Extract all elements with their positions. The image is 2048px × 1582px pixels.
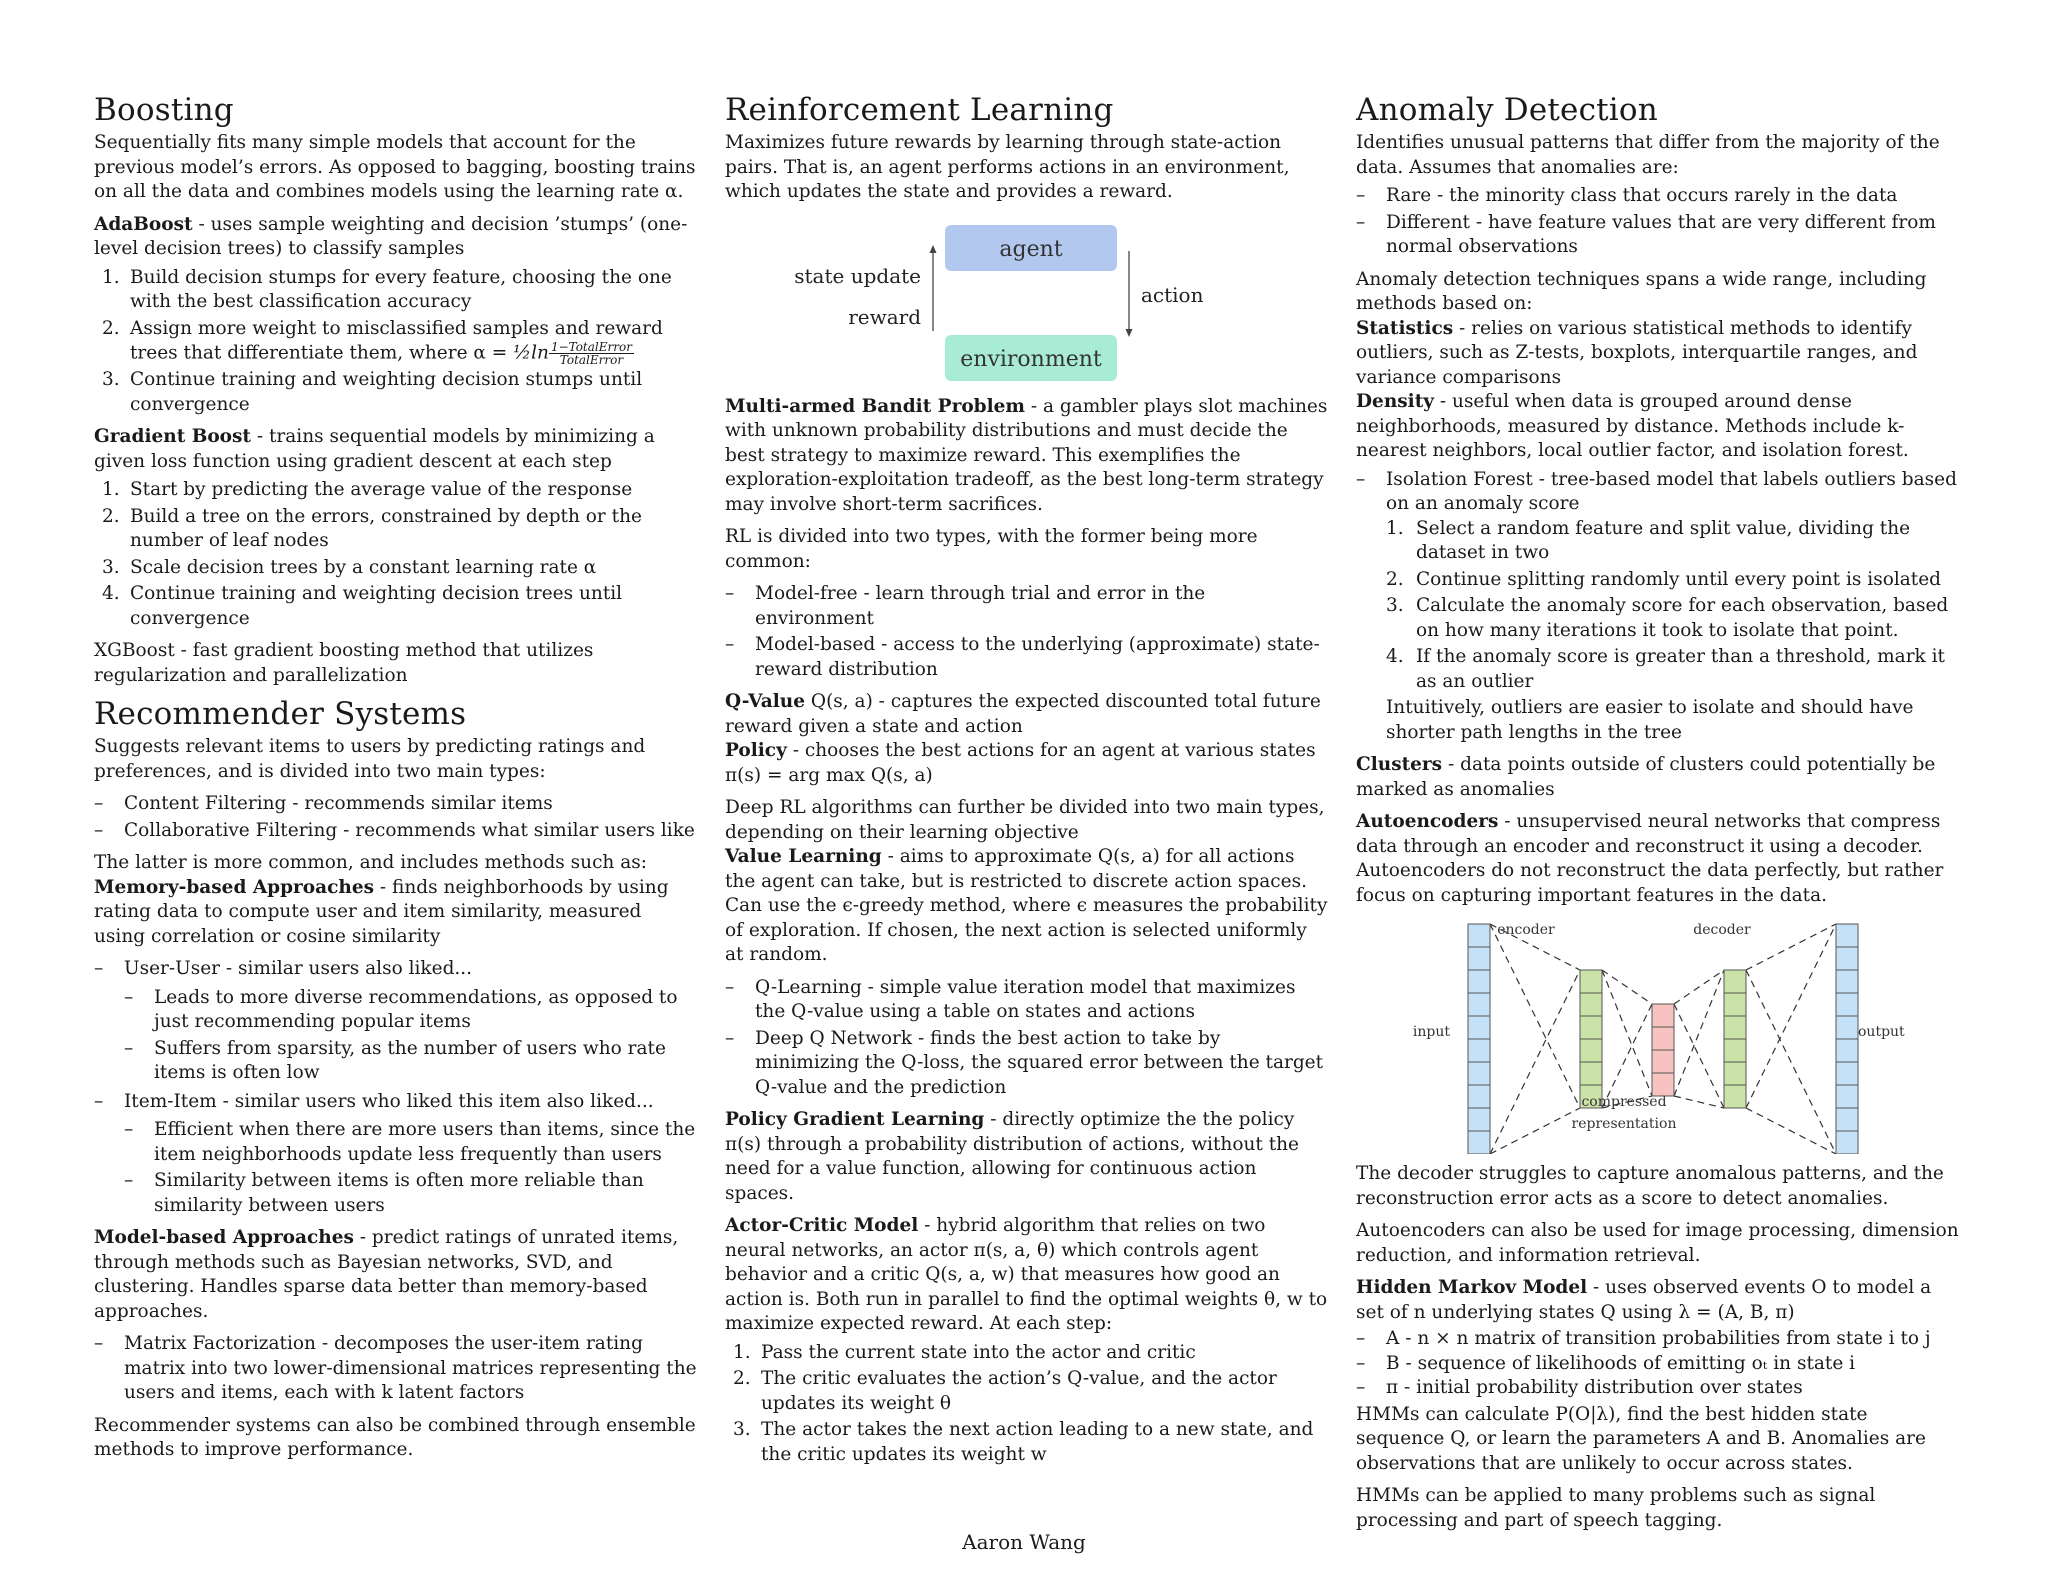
neuron-cell bbox=[1652, 1027, 1674, 1050]
stats-desc: - relies on various statistical methods to identify outliers, such as Z-tests, boxplots, interquartile ranges, and variance comparisons bbox=[1356, 317, 1918, 388]
pg-term: Policy Gradient Learning bbox=[725, 1109, 985, 1130]
environment-label: environment bbox=[960, 346, 1102, 372]
compressed-label: compressed bbox=[1581, 1094, 1667, 1110]
rl-types-intro: RL is divided into two types, with the former being more common: bbox=[725, 526, 1258, 572]
output-label: output bbox=[1858, 1024, 1905, 1040]
list-item: 3. The actor takes the next action leading to a new state, and the critic updates its weight w bbox=[733, 1419, 1314, 1465]
model-paragraph bbox=[94, 1226, 698, 1324]
list-item: 2. The critic evaluates the action’s Q-value, and the actor updates its weight θ bbox=[733, 1368, 1277, 1414]
hmm-matrix-b: B - sequence of likelihoods of emitting oₜ in state i bbox=[1386, 1352, 1856, 1374]
neuron-cell bbox=[1836, 1039, 1858, 1062]
connection-line bbox=[1490, 970, 1580, 1154]
user-user-point-1: Leads to more diverse recommendations, as opposed to just recommending popular items bbox=[154, 986, 678, 1032]
bandit-desc: - a gambler plays slot machines with unknown probability distributions and must decide the best strategy to maximize reward. This exemplifies the exploration-exploitation tradeoff, as the best long-term strategy may involve short-term sacrifices. bbox=[725, 395, 1328, 515]
neuron-cell bbox=[1468, 1108, 1490, 1131]
action-label: action bbox=[1141, 282, 1204, 307]
action-arrowhead bbox=[1126, 329, 1133, 337]
ac-term: Actor-Critic Model bbox=[725, 1215, 919, 1236]
qvalue-term: Q-Value bbox=[725, 691, 806, 712]
user-user: User-User - similar users also liked... bbox=[124, 958, 473, 979]
adaboost-paragraph bbox=[94, 213, 698, 262]
neuron-cell bbox=[1724, 1062, 1746, 1085]
assumption-rare: Rare - the minority class that occurs rarely in the data bbox=[1386, 185, 1898, 206]
connection-line bbox=[1602, 970, 1652, 1004]
autoencoder-diagram bbox=[1396, 914, 1916, 1154]
reward-label: reward bbox=[848, 304, 921, 329]
policy-paragraph bbox=[725, 739, 1329, 788]
representation-label: representation bbox=[1571, 1116, 1677, 1132]
hmm-calc: HMMs can calculate P(O|λ), find the best hidden state sequence Q, or learn the parameters A and B. Anomalies are observations that are unlikely to occur across states. bbox=[1356, 1403, 1926, 1474]
list-item: 1. Pass the current state into the actor and critic bbox=[733, 1341, 1196, 1363]
hmm-components bbox=[1356, 1327, 1960, 1401]
neuron-cell bbox=[1836, 947, 1858, 970]
memory-desc: - finds neighborhoods by using rating data to compute user and item similarity, measured using correlation or cosine similarity bbox=[94, 876, 669, 947]
neuron-cell bbox=[1468, 1062, 1490, 1085]
state-update-label: state update bbox=[794, 263, 921, 288]
connection-line bbox=[1674, 1004, 1724, 1108]
model-based: Model-based - access to the underlying (approximate) state-reward distribution bbox=[755, 634, 1320, 680]
list-item: – Item-Item - similar users who liked this item also liked... – Efficient when there are more users than items, since the item neighborhoods update less frequently than users – Similarity between items is often more reliable than similarity between users bbox=[94, 1090, 698, 1219]
list-item: – Efficient when there are more users than items, since the item neighborhoods update less frequently than users bbox=[124, 1119, 696, 1165]
iforest-step-1: Select a random feature and split value, dividing the dataset in two bbox=[1416, 517, 1911, 563]
neuron-cell bbox=[1836, 924, 1858, 947]
neuron-cell bbox=[1652, 1073, 1674, 1096]
gradient-steps bbox=[94, 478, 698, 631]
decoder-label: decoder bbox=[1693, 922, 1751, 938]
neuron-cell bbox=[1468, 1016, 1490, 1039]
stats-term: Statistics bbox=[1356, 317, 1454, 339]
column-2 bbox=[725, 92, 1329, 1475]
adaboost-term: AdaBoost bbox=[94, 213, 193, 235]
value-paragraph bbox=[725, 845, 1329, 968]
density-desc: - useful when data is grouped around dense neighborhoods, measured by distance. Methods include k-nearest neighbors, local outlier factor, and isolation forest. bbox=[1356, 391, 1909, 461]
item-item-point-1: Efficient when there are more users than items, since the item neighborhoods update less frequently than users bbox=[154, 1119, 696, 1165]
assumption-different: Different - have feature values that are very different from normal observations bbox=[1386, 211, 1936, 257]
list-item: 1. Select a random feature and split value, dividing the dataset in two bbox=[1386, 517, 1911, 563]
deep-rl-intro: Deep RL algorithms can further be divided into two main types, depending on their learning objective bbox=[725, 797, 1325, 843]
list-item: – Different - have feature values that are very different from normal observations bbox=[1356, 211, 1936, 257]
gradient-step-4: Continue training and weighting decision trees until convergence bbox=[130, 583, 623, 629]
collaborative-filtering: Collaborative Filtering - recommends what similar users like bbox=[124, 819, 695, 841]
list-item: 3. Calculate the anomaly score for each observation, based on how many iterations it took to isolate that point. bbox=[1386, 595, 1949, 641]
hmm-matrix-a: A - n × n matrix of transition probabilities from state i to j bbox=[1386, 1328, 1931, 1349]
neuron-cell bbox=[1468, 1085, 1490, 1108]
hmm-apps: HMMs can be applied to many problems such as signal processing and part of speech tagging. bbox=[1356, 1485, 1876, 1531]
ac-steps bbox=[725, 1341, 1329, 1468]
neuron-cell bbox=[1724, 1085, 1746, 1108]
neuron-cell bbox=[1468, 947, 1490, 970]
list-item: – A - n × n matrix of transition probabilities from state i to j bbox=[1356, 1328, 1931, 1349]
connection-line bbox=[1746, 924, 1836, 970]
neuron-cell bbox=[1836, 1016, 1858, 1039]
isolation-forest: Isolation Forest - tree-based model that labels outliers based on an anomaly score bbox=[1386, 468, 1957, 514]
list-item: – User-User - similar users also liked... – Leads to more diverse recommendations, as opposed to just recommending popular items – Suffers from sparsity, as the number of users who rate items is often low bbox=[94, 957, 698, 1086]
alpha-formula-prefix: ½ln bbox=[513, 342, 549, 364]
list-item: – Model-free - learn through trial and error in the environment bbox=[725, 583, 1206, 629]
neuron-cell bbox=[1836, 1131, 1858, 1154]
neuron-cell bbox=[1836, 1062, 1858, 1085]
density-term: Density bbox=[1356, 391, 1435, 412]
list-item: 1. Start by predicting the average value of the response bbox=[102, 479, 633, 500]
connection-line bbox=[1602, 1004, 1652, 1108]
list-item: – Collaborative Filtering - recommends what similar users like bbox=[94, 819, 695, 841]
list-item: 1. Build decision stumps for every feature, choosing the one with the best classification accuracy bbox=[102, 266, 672, 312]
gradient-step-3: Scale decision trees by a constant learning rate α bbox=[130, 556, 597, 578]
item-item-point-2: Similarity between items is often more reliable than similarity between users bbox=[154, 1170, 644, 1216]
neuron-cell bbox=[1724, 1039, 1746, 1062]
neuron-cell bbox=[1836, 1085, 1858, 1108]
gradient-step-2: Build a tree on the errors, constrained by depth or the number of leaf nodes bbox=[130, 505, 642, 551]
connection-line bbox=[1746, 970, 1836, 1154]
pg-desc: - directly optimize the the policy π(s) through a probability distribution of actions, without the need for a value function, allowing for continuous action spaces. bbox=[725, 1109, 1299, 1204]
state-update-arrowhead bbox=[930, 245, 937, 253]
connection-line bbox=[1490, 1108, 1580, 1154]
list-item: – Leads to more diverse recommendations, as opposed to just recommending popular items bbox=[124, 986, 678, 1032]
alpha-denominator: TotalError bbox=[559, 353, 624, 367]
agent-label: agent bbox=[999, 236, 1063, 262]
gradient-term: Gradient Boost bbox=[94, 426, 251, 447]
adaboost-step-2: Assign more weight to misclassified samples and reward trees that differentiate them, where α = bbox=[130, 317, 663, 364]
recommender-title: Recommender Systems bbox=[94, 696, 467, 732]
recommender-intro: Suggests relevant items to users by predicting ratings and preferences, and is divided into two main types: bbox=[94, 736, 646, 782]
output-layer bbox=[1836, 924, 1858, 1154]
ensemble-paragraph: Recommender systems can also be combined through ensemble methods to improve performance. bbox=[94, 1414, 696, 1460]
stats-paragraph bbox=[1356, 317, 1960, 391]
matrix-factorization: Matrix Factorization - decomposes the user-item rating matrix into two lower-dimensional matrices representing the users and items, each with k latent factors bbox=[124, 1333, 697, 1403]
hmm-term: Hidden Markov Model bbox=[1356, 1277, 1588, 1298]
hmm-desc: - uses observed events O to model a set of n underlying states Q using λ = (A, B, π) bbox=[1356, 1277, 1932, 1323]
input-layer bbox=[1468, 924, 1490, 1154]
list-item: – Isolation Forest - tree-based model that labels outliers based on an anomaly score 1. Select a random feature and split value, dividing the dataset in two 2. Continue splitting randomly until every point is isolated 3. Calculate the anomaly score for each observation, based on how many iterations it took to isolate that point. 4. If the anomaly score is greater than a threshold, mark it as an outlier Intuitively, outliers are easier to isolate and should have shorter path lengths in the tree bbox=[1356, 468, 1960, 746]
list-item: – Deep Q Network - finds the best action to take by minimizing the Q-loss, the squared error between the target Q-value and the prediction bbox=[725, 1027, 1324, 1098]
neuron-cell bbox=[1468, 993, 1490, 1016]
neuron-cell bbox=[1836, 970, 1858, 993]
list-item: 3. Scale decision trees by a constant learning rate α bbox=[102, 556, 597, 578]
bandit-term: Multi-armed Bandit Problem bbox=[725, 395, 1025, 417]
neuron-cell bbox=[1580, 1016, 1602, 1039]
deep-q-network: Deep Q Network - finds the best action to take by minimizing the Q-loss, the squared error between the target Q-value and the prediction bbox=[755, 1027, 1324, 1098]
hmm-pi: π - initial probability distribution over states bbox=[1386, 1377, 1803, 1398]
input-label: input bbox=[1412, 1024, 1450, 1040]
alpha-fraction bbox=[549, 341, 634, 366]
anomaly-intro: Identifies unusual patterns that differ from the majority of the data. Assumes that anomalies are: bbox=[1356, 132, 1940, 178]
neuron-cell bbox=[1468, 1039, 1490, 1062]
neuron-cell bbox=[1580, 1039, 1602, 1062]
decoder-layer bbox=[1724, 970, 1746, 1108]
list-item: – π - initial probability distribution over states bbox=[1356, 1377, 1803, 1398]
connection-line bbox=[1674, 1096, 1724, 1108]
neuron-cell bbox=[1468, 970, 1490, 993]
connection-line bbox=[1602, 970, 1652, 1096]
list-item: 2. Build a tree on the errors, constrained by depth or the number of leaf nodes bbox=[102, 505, 642, 551]
list-item: 2. Continue splitting randomly until every point is isolated bbox=[1386, 568, 1942, 590]
neuron-cell bbox=[1724, 970, 1746, 993]
value-term: Value Learning bbox=[725, 846, 882, 867]
list-item: – Similarity between items is often more reliable than similarity between users bbox=[124, 1170, 644, 1216]
item-item-points bbox=[124, 1118, 698, 1218]
gradient-step-1: Start by predicting the average value of the response bbox=[130, 479, 633, 500]
decoder-note: The decoder struggles to capture anomalous patterns, and the reconstruction error acts as a score to detect anomalies. bbox=[1356, 1163, 1944, 1209]
latter-paragraph: The latter is more common, and includes methods such as: bbox=[94, 852, 647, 873]
code-layer bbox=[1652, 1004, 1674, 1096]
memory-term: Memory-based Approaches bbox=[94, 876, 375, 898]
neuron-cell bbox=[1468, 1131, 1490, 1154]
ac-paragraph bbox=[725, 1214, 1329, 1337]
content-filtering: Content Filtering - recommends similar items bbox=[124, 793, 553, 814]
iforest-step-4: If the anomaly score is greater than a threshold, mark it as an outlier bbox=[1416, 646, 1945, 692]
iforest-step-3: Calculate the anomaly score for each observation, based on how many iterations it took to isolate that point. bbox=[1416, 595, 1949, 641]
connection-line bbox=[1674, 970, 1724, 1004]
adaboost-step-3: Continue training and weighting decision stumps until convergence bbox=[130, 369, 643, 415]
neuron-cell bbox=[1580, 970, 1602, 993]
clusters-desc: - data points outside of clusters could potentially be marked as anomalies bbox=[1356, 754, 1936, 800]
rl-types bbox=[725, 582, 1329, 682]
adaboost-desc: - uses sample weighting and decision ’stumps’ (one-level decision trees) to classify samples bbox=[94, 213, 688, 259]
connection-line bbox=[1674, 970, 1724, 1096]
list-item: 3. Continue training and weighting decision stumps until convergence bbox=[102, 369, 643, 415]
list-item: – Q-Learning - simple value iteration model that maximizes the Q-value using a table on states and actions bbox=[725, 976, 1296, 1022]
list-item: 4. Continue training and weighting decision trees until convergence bbox=[102, 583, 623, 629]
alpha-numerator: 1−TotalError bbox=[550, 340, 632, 354]
encoder-label: encoder bbox=[1497, 922, 1555, 938]
value-methods bbox=[725, 976, 1329, 1101]
encoder-layer bbox=[1580, 970, 1602, 1108]
rl-intro: Maximizes future rewards by learning through state-action pairs. That is, an agent performs actions in an environment, which updates the state and provides a reward. bbox=[725, 132, 1290, 202]
rl-diagram bbox=[725, 217, 1329, 385]
anomaly-assumptions bbox=[1356, 184, 1960, 260]
neuron-cell bbox=[1724, 1016, 1746, 1039]
density-paragraph bbox=[1356, 390, 1960, 464]
neuron-cell bbox=[1580, 1062, 1602, 1085]
hmm-paragraph bbox=[1356, 1276, 1960, 1325]
qvalue-desc: Q(s, a) - captures the expected discounted total future reward given a state and action bbox=[725, 691, 1321, 737]
column-3 bbox=[1356, 92, 1960, 1541]
list-item: – Matrix Factorization - decomposes the user-item rating matrix into two lower-dimensional matrices representing the users and items, each with k latent factors bbox=[94, 1333, 697, 1403]
density-methods bbox=[1356, 468, 1960, 746]
list-item: – Content Filtering - recommends similar items bbox=[94, 793, 553, 814]
neuron-cell bbox=[1468, 924, 1490, 947]
ac-step-2: The critic evaluates the action’s Q-value, and the actor updates its weight θ bbox=[761, 1368, 1277, 1414]
user-user-points bbox=[124, 986, 698, 1086]
techniques-paragraph: Anomaly detection techniques spans a wide range, including methods based on: bbox=[1356, 268, 1927, 314]
gradient-paragraph bbox=[94, 425, 698, 474]
xgboost-paragraph: XGBoost - fast gradient boosting method that utilizes regularization and parallelization bbox=[94, 640, 594, 686]
column-1 bbox=[94, 92, 698, 1471]
memory-methods bbox=[94, 957, 698, 1218]
ac-step-3: The actor takes the next action leading to a new state, and the critic updates its weight w bbox=[761, 1419, 1314, 1465]
bandit-paragraph bbox=[725, 395, 1329, 518]
neuron-cell bbox=[1836, 993, 1858, 1016]
iforest-step-2: Continue splitting randomly until every point is isolated bbox=[1416, 568, 1942, 590]
neuron-cell bbox=[1652, 1004, 1674, 1027]
ac-step-1: Pass the current state into the actor and critic bbox=[761, 1341, 1196, 1363]
anomaly-title: Anomaly Detection bbox=[1356, 92, 1658, 128]
list-item: 4. If the anomaly score is greater than a threshold, mark it as an outlier bbox=[1386, 646, 1945, 692]
neuron-cell bbox=[1652, 1050, 1674, 1073]
iforest-steps bbox=[1386, 517, 1960, 695]
boosting-title: Boosting bbox=[94, 92, 234, 128]
neuron-cell bbox=[1836, 1108, 1858, 1131]
adaboost-step-1: Build decision stumps for every feature, choosing the one with the best classification accuracy bbox=[130, 266, 672, 312]
item-item: Item-Item - similar users who liked this item also liked... bbox=[124, 1090, 654, 1112]
connection-line bbox=[1490, 924, 1580, 1108]
list-item: – Suffers from sparsity, as the number of users who rate items is often low bbox=[124, 1037, 666, 1083]
gradient-desc: - trains sequential models by minimizing a given loss function using gradient descent at each step bbox=[94, 426, 655, 472]
autoencoder-term: Autoencoders bbox=[1356, 811, 1499, 832]
user-user-point-2: Suffers from sparsity, as the number of users who rate items is often low bbox=[154, 1037, 666, 1083]
neuron-cell bbox=[1724, 993, 1746, 1016]
ac-desc: - hybrid algorithm that relies on two neural networks, an actor π(s, a, θ) which controls agent behavior and a critic Q(s, a, w) that measures how good an action is. Both run in parallel to find the optimal weights θ, w to maximize expected reward. At each step: bbox=[725, 1215, 1328, 1334]
list-item: – Model-based - access to the underlying (approximate) state-reward distribution bbox=[725, 634, 1320, 680]
connection-line bbox=[1746, 924, 1836, 1108]
q-learning: Q-Learning - simple value iteration model that maximizes the Q-value using a table on states and actions bbox=[755, 976, 1296, 1022]
boosting-intro: Sequentially fits many simple models that account for the previous model’s errors. As opposed to bagging, boosting trains on all the data and combines models using the learning rate α. bbox=[94, 132, 696, 202]
neuron-cell bbox=[1580, 993, 1602, 1016]
model-methods bbox=[94, 1332, 698, 1406]
list-item: 2. Assign more weight to misclassified samples and reward trees that differentiate them, where α = ½ln $\frac{\text{1−TotalError}}{\text{TotalError}}$ bbox=[102, 317, 663, 367]
memory-paragraph bbox=[94, 876, 698, 950]
clusters-paragraph bbox=[1356, 753, 1960, 802]
recommender-types bbox=[94, 792, 698, 843]
value-desc: - aims to approximate Q(s, a) for all actions the agent can take, but is restricted to discrete action spaces. Can use the ϵ-greedy method, where ϵ measures the probability of exploration. If chosen, the next action is selected uniformly at random. bbox=[725, 846, 1328, 965]
autoencoder-desc: - unsupervised neural networks that compress data through an encoder and reconstruct it using a decoder. Autoencoders do not reconstruct the data perfectly, but rather focus on capturing important features in the data. bbox=[1356, 811, 1944, 906]
policy-desc: - chooses the best actions for an agent at various states π(s) = arg max Q(s, a) bbox=[725, 740, 1316, 786]
iforest-note: Intuitively, outliers are easier to isolate and should have shorter path lengths in the tree bbox=[1386, 697, 1914, 743]
adaboost-steps bbox=[94, 266, 698, 418]
list-item: – B - sequence of likelihoods of emitting oₜ in state i bbox=[1356, 1352, 1856, 1374]
author-footer: Aaron Wang bbox=[962, 1530, 1086, 1554]
model-free: Model-free - learn through trial and error in the environment bbox=[755, 583, 1206, 629]
model-term: Model-based Approaches bbox=[94, 1227, 354, 1248]
connection-line bbox=[1746, 1108, 1836, 1154]
autoencoder-uses: Autoencoders can also be used for image processing, dimension reduction, and information retrieval. bbox=[1356, 1220, 1959, 1266]
pg-paragraph bbox=[725, 1108, 1329, 1206]
policy-term: Policy bbox=[725, 740, 787, 761]
model-desc: - predict ratings of unrated items, through methods such as Bayesian networks, SVD, and clustering. Handles sparse data better than memory-based approaches. bbox=[94, 1227, 679, 1322]
qvalue-paragraph bbox=[725, 690, 1329, 739]
rl-title: Reinforcement Learning bbox=[725, 92, 1114, 128]
clusters-term: Clusters bbox=[1356, 754, 1443, 775]
list-item: – Rare - the minority class that occurs rarely in the data bbox=[1356, 185, 1898, 206]
autoencoder-paragraph bbox=[1356, 810, 1960, 908]
